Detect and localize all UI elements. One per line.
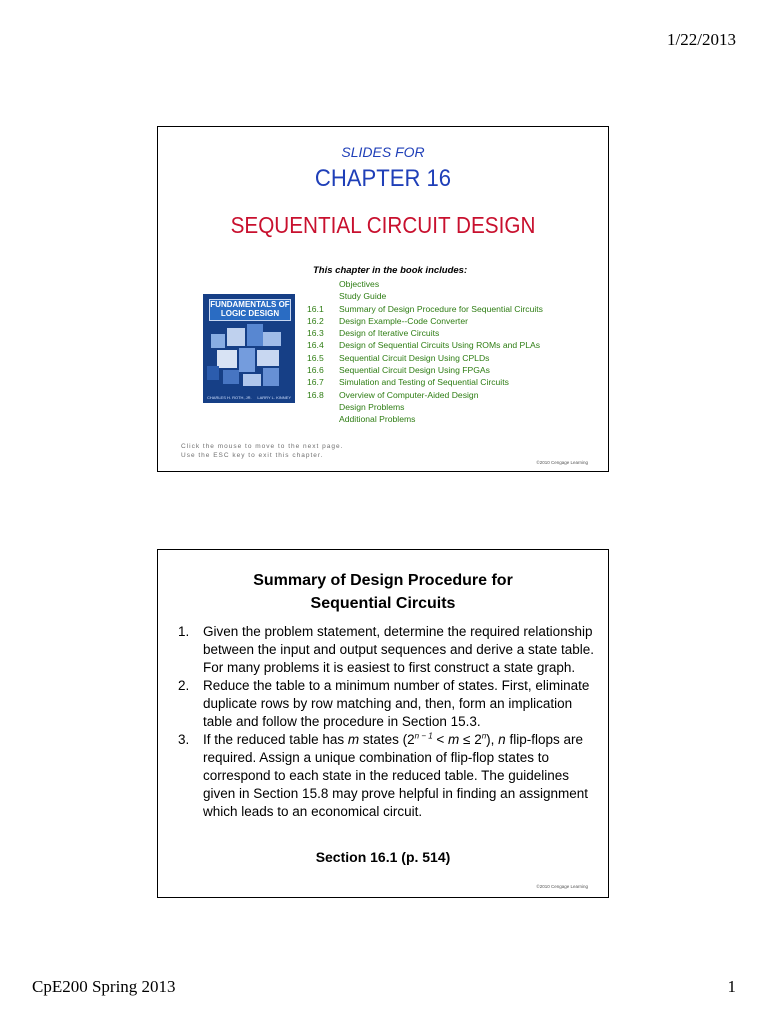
navigation-hint: Click the mouse to move to the next page. Use the ESC key to exit this chapter.: [181, 443, 344, 459]
copyright-notice: ©2010 Cengage Learning: [536, 884, 588, 889]
page-date: 1/22/2013: [667, 30, 736, 49]
list-item: 16.2 Design Example--Code Converter: [307, 315, 468, 326]
list-item: 16.7 Simulation and Testing of Sequential Circuits: [307, 377, 509, 388]
list-item: 2. Reduce the table to a minimum number of states. First, eliminate duplicate rows by row matching and, then, form an implication table and follow the procedure in Section 15.3.: [178, 678, 590, 729]
list-item: 16.8 Overview of Computer-Aided Design: [307, 389, 479, 400]
slides-for-label: SLIDES FOR: [341, 144, 425, 160]
book-cover-title: FUNDAMENTALS OF LOGIC DESIGN: [209, 299, 291, 321]
slide-title: Summary of Design Procedure for Sequential Circuits: [253, 572, 513, 612]
slide-design-procedure-summary: [157, 549, 609, 898]
list-item: 3. If the reduced table has m states $(2^{n - 1} < m \le 2^n)$, n flip-flops are required. Assign a unique combination of flip-flop states to correspond to each state in the reduced table. The guidelines given in Section 15.8 may prove helpful in finding an assignment which leads to an economical circuit.: [178, 731, 588, 819]
list-item: 16.3 Design of Iterative Circuits: [307, 328, 440, 339]
list-item: 16.4 Design of Sequential Circuits Using ROMs and PLAs: [307, 340, 541, 351]
list-item: Design Problems: [339, 401, 405, 412]
list-item: Objectives: [339, 279, 380, 289]
footer-page-number: 1: [727, 977, 736, 996]
list-item: Study Guide: [339, 291, 387, 302]
book-cover-image: [203, 294, 295, 403]
includes-heading: This chapter in the book includes:: [313, 265, 468, 276]
section-reference: Section 16.1 (p. 514): [315, 849, 451, 865]
chapter-title: SEQUENTIAL CIRCUIT DESIGN: [230, 212, 536, 238]
copyright-notice: ©2010 Cengage Learning: [536, 460, 588, 465]
list-item: Additional Problems: [339, 414, 416, 425]
chapter-contents-list: [307, 278, 597, 426]
list-item: 16.5 Sequential Circuit Design Using CPLDs: [307, 352, 490, 363]
footer-course: CpE200 Spring 2013: [32, 977, 176, 996]
slide-chapter-16-title: [157, 126, 609, 472]
procedure-steps-list: [178, 623, 598, 821]
list-item: 16.6 Sequential Circuit Design Using FPGAs: [307, 365, 490, 376]
book-cover-authors: CHARLES H. ROTH, JR. LARRY L. KINNEY: [207, 395, 291, 400]
chapter-heading: CHAPTER 16: [314, 165, 452, 192]
list-item: 1. Given the problem statement, determine the required relationship between the input and output sequences and derive a state table. For many problems it is easiest to first construct a state graph.: [178, 624, 595, 675]
list-item: 16.1 Summary of Design Procedure for Sequential Circuits: [307, 303, 543, 314]
